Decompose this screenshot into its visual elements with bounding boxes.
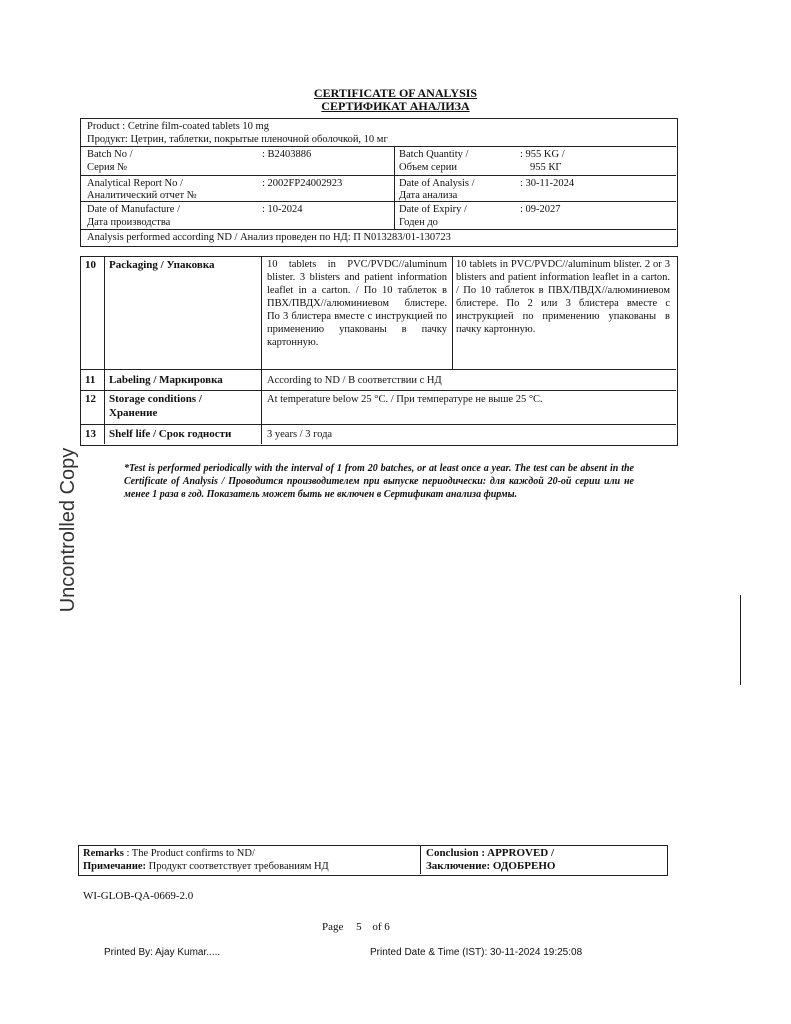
batch-no-label: Batch No /: [87, 149, 133, 160]
analysis-date-label: Date of Analysis /: [399, 178, 475, 189]
page-label: Page: [322, 921, 344, 933]
analytical-report-label: Analytical Report No /: [87, 178, 183, 189]
certificate-title-en: CERTIFICATE OF ANALYSIS: [313, 86, 478, 100]
batch-quantity-label: Batch Quantity /: [399, 149, 469, 160]
conclusion-ru: Заключение: ОДОБРЕНО: [426, 860, 556, 872]
test-row-11-name: Labeling / Маркировка: [109, 374, 223, 386]
test-row-13-value: 3 years / 3 года: [267, 429, 333, 440]
batch-no-value: : B2403886: [262, 149, 312, 160]
remarks-text-ru: Продукт соответствует требованиям НД: [148, 861, 329, 872]
expiry-date-label: Date of Expiry /: [399, 204, 467, 215]
test-row-10-number: 10: [85, 259, 96, 271]
printed-by: Printed By: Ajay Kumar.....: [104, 947, 221, 958]
analytical-report-value: : 2002FP24002923: [262, 178, 343, 189]
test-row-12-name-ru: Хранение: [109, 407, 158, 419]
batch-quantity-label-ru: Объем серии: [399, 162, 457, 173]
test-row-12-name: Storage conditions /: [109, 393, 202, 405]
product-name-ru: Продукт: Цетрин, таблетки, покрытые пленочной оболочкой, 10 мг: [87, 134, 388, 145]
batch-quantity-value: : 955 KG /: [520, 149, 565, 160]
remarks-text: : The Product confirms to ND/: [126, 848, 255, 859]
test-row-11-value: According to ND / В соответствии с НД: [267, 375, 442, 386]
page-total: of 6: [372, 921, 390, 933]
product-name-en: Product : Cetrine film-coated tablets 10 mg: [87, 121, 269, 132]
test-row-13-name: Shelf life / Срок годности: [109, 428, 232, 440]
analysis-date-label-ru: Дата анализа: [399, 190, 458, 201]
manufacture-date-label-ru: Дата производства: [87, 217, 171, 228]
manufacture-date-value: : 10-2024: [262, 204, 303, 215]
test-row-10-specification: 10 tablets in PVC/PVDC//aluminum blister. 3 blisters and patient information leaflet in a carton. / По 10 таблеток в ПВХ/ПВДХ//алюминиевом блистере. По 3 блистера вместе с инструкцией по применению упакованы в пачку картонную.: [267, 259, 447, 348]
test-row-10-name: Packaging / Упаковка: [109, 259, 215, 271]
page-indicator: [322, 921, 390, 934]
printed-date-time: Printed Date & Time (IST): 30-11-2024 19:25:08: [370, 947, 583, 958]
test-row-12-number: 12: [85, 393, 96, 405]
page-number: 5: [356, 921, 362, 933]
remarks-label-ru: Примечание:: [83, 861, 147, 872]
analysis-basis: Analysis performed according ND / Анализ проведен по НД: П N013283/01-130723: [87, 232, 451, 243]
conclusion-en: Conclusion : APPROVED /: [426, 847, 555, 859]
test-row-12-value: At temperature below 25 °C. / При температуре не выше 25 °C.: [267, 394, 543, 405]
uncontrolled-copy-watermark: Uncontrolled Copy: [57, 447, 79, 613]
analytical-report-label-ru: Аналитический отчет №: [87, 190, 197, 201]
scan-edge-line: [740, 595, 741, 685]
batch-quantity-value-ru: 955 КГ: [530, 162, 562, 173]
footnote-text: *Test is performed periodically with the interval of 1 from 20 batches, or at least once a year. The test can be absent in the Certificate of Analysis / Проводится производителем при выпуске периодически: для каждой 20-ой серии или не менее 1 раза в год. Показатель может быть не включен в Сертификат анализа фирмы.: [124, 463, 634, 500]
test-row-11-number: 11: [85, 374, 96, 386]
certificate-title-ru: СЕРТИФИКАТ АНАЛИЗА: [321, 99, 470, 113]
test-row-10-result: 10 tablets in PVC/PVDC//aluminum blister. 2 or 3 blisters and patient information leaflet in a carton. / По 10 таблеток в ПВХ/ПВДХ//алюминиевом блистере. По 2 или 3 блистера вместе с инструкцией по применению упакованы в пачку картонную.: [456, 259, 670, 335]
test-row-13-number: 13: [85, 428, 96, 440]
expiry-date-value: : 09-2027: [520, 204, 561, 215]
remarks-label: Remarks: [83, 848, 124, 859]
expiry-date-label-ru: Годен до: [399, 217, 438, 228]
document-code: WI-GLOB-QA-0669-2.0: [83, 890, 194, 902]
remarks-line-en: [83, 847, 255, 860]
remarks-line-ru: [83, 860, 329, 873]
batch-no-label-ru: Серия №: [87, 162, 128, 173]
manufacture-date-label: Date of Manufacture /: [87, 204, 180, 215]
analysis-date-value: : 30-11-2024: [520, 178, 575, 189]
